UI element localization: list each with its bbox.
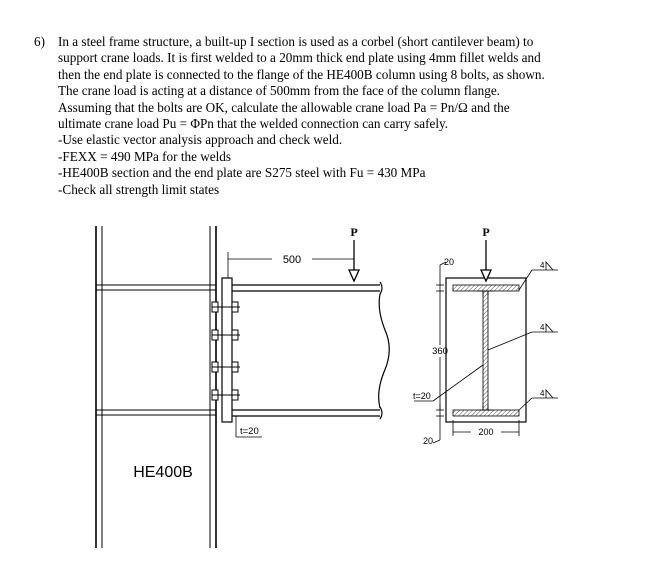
top-flange xyxy=(453,285,519,291)
load-label: P xyxy=(350,225,358,239)
plate-thickness-label: t=20 xyxy=(240,426,259,437)
column-label: HE400B xyxy=(133,464,193,481)
bottom-flange-dimension xyxy=(433,404,444,443)
end-plate xyxy=(222,278,232,422)
section-load-arrow xyxy=(481,240,491,281)
top-flange-dimension xyxy=(436,262,446,298)
elevation-view xyxy=(96,225,389,548)
width-label: 200 xyxy=(478,427,494,437)
web xyxy=(483,291,488,410)
corbel-beam xyxy=(232,282,389,419)
bottom-flange-label: 20 xyxy=(423,436,434,446)
problem-line: -HE400B section and the end plate are S275 steel with Fu = 430 MPa xyxy=(58,165,426,181)
column-stiffeners xyxy=(96,285,216,415)
problem-line: -FEXX = 490 MPa for the welds xyxy=(58,148,231,164)
load-arrow xyxy=(349,240,359,281)
bottom-flange xyxy=(453,410,519,416)
top-flange-label: 20 xyxy=(444,257,455,267)
depth-label: 360 xyxy=(432,346,448,357)
problem-line: The crane load is acting at a distance of 500mm from the face of the column flange. xyxy=(58,83,500,99)
problem-line: In a steel frame structure, a built-up I section is used as a corbel (short cantilever beam) to xyxy=(58,34,534,49)
problem-line: support crane loads. It is first welded to a 20mm thick end plate using 4mm fillet welds and xyxy=(58,50,541,66)
section-load-label: P xyxy=(482,225,490,239)
problem-line: ultimate crane load Pu = ΦPn that the welded connection can carry safely. xyxy=(58,116,449,131)
weld-size-label: 4 xyxy=(540,389,545,398)
problem-line: then the end plate is connected to the flange of the HE400B column using 8 bolts, as shown. xyxy=(58,66,545,82)
weld-symbols xyxy=(488,262,558,410)
problem-line: -Use elastic vector analysis approach and check weld. xyxy=(58,132,343,148)
problem-line: Assuming that the bolts are OK, calculate the allowable crane load Pa = Pn/Ω and the xyxy=(58,99,510,115)
weld-size-label: 4 xyxy=(540,261,545,270)
weld-size-label: 4 xyxy=(540,323,545,332)
problem-line: -Check all strength limit states xyxy=(58,181,220,197)
column-he400b xyxy=(96,226,216,548)
section-view xyxy=(413,225,558,446)
distance-label: 500 xyxy=(282,254,302,266)
question-number: 6) xyxy=(34,34,45,49)
web-thickness-label: t=20 xyxy=(413,391,431,401)
